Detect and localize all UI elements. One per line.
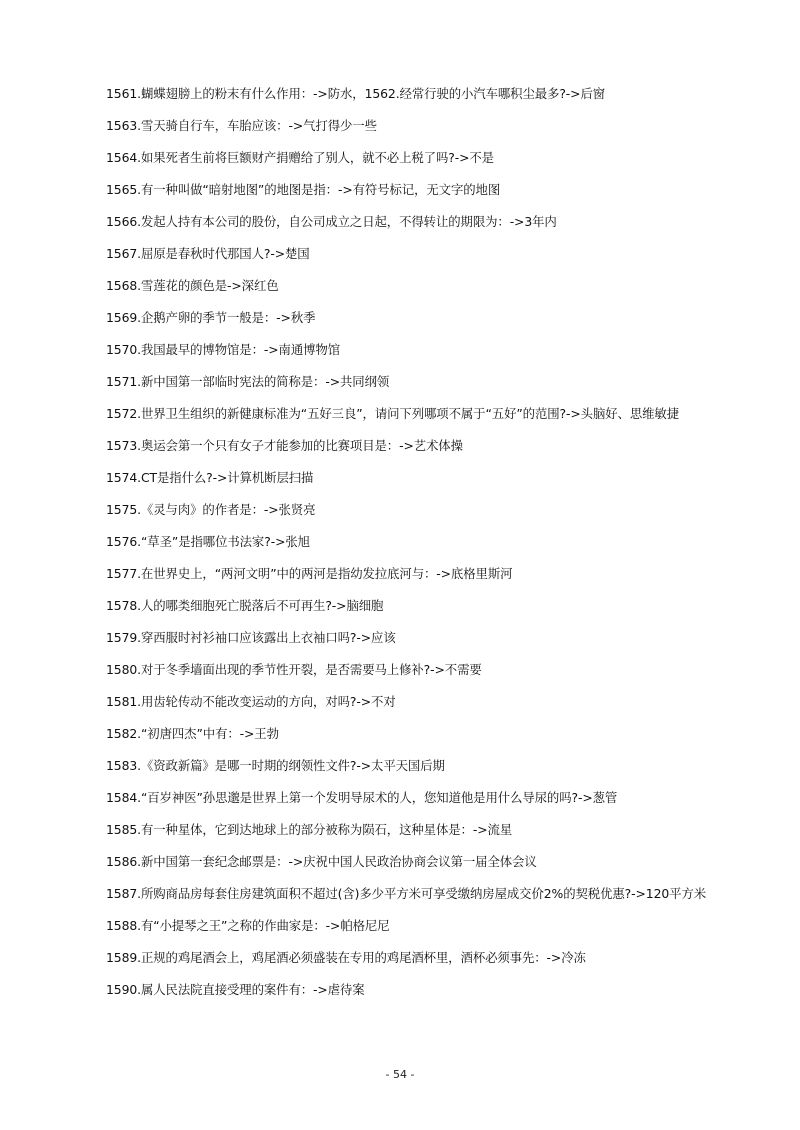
list-item: 1563.雪天骑自行车，车胎应该：->气打得少一些 — [106, 118, 377, 133]
list-item: 1569.企鹅产卵的季节一般是：->秋季 — [106, 310, 316, 325]
list-item: 1578.人的哪类细胞死亡脱落后不可再生?->脑细胞 — [106, 598, 384, 613]
list-item: 1571.新中国第一部临时宪法的简称是：->共同纲领 — [106, 374, 390, 389]
list-item: 1574.CT是指什么?->计算机断层扫描 — [106, 470, 314, 485]
list-item: 1590.属人民法院直接受理的案件有：->虐待案 — [106, 982, 365, 997]
list-item: 1585.有一种星体，它到达地球上的部分被称为陨石，这种星体是：->流星 — [106, 822, 513, 837]
list-item: 1582.“初唐四杰”中有：->王勃 — [106, 726, 279, 741]
list-item: 1576.“草圣”是指哪位书法家?->张旭 — [106, 534, 310, 549]
list-item: 1589.正规的鸡尾酒会上，鸡尾酒必须盛装在专用的鸡尾酒杯里，酒杯必须事先：->冷冻 — [106, 950, 586, 965]
list-item: 1561.蝴蝶翅膀上的粉末有什么作用：->防水，1562.经常行驶的小汽车哪积尘最多?->后窗 — [106, 86, 606, 101]
list-item: 1573.奥运会第一个只有女子才能参加的比赛项目是：->艺术体操 — [106, 438, 463, 453]
list-item: 1581.用齿轮传动不能改变运动的方向，对吗?->不对 — [106, 694, 396, 709]
page-number: - 54 - — [385, 1068, 415, 1081]
list-item: 1575.《灵与肉》的作者是：->张贤亮 — [106, 502, 316, 517]
list-item: 1583.《资政新篇》是哪一时期的纲领性文件?->太平天国后期 — [106, 758, 445, 773]
list-item: 1567.屈原是春秋时代那国人?->楚国 — [106, 246, 310, 261]
list-item: 1580.对于冬季墙面出现的季节性开裂，是否需要马上修补?->不需要 — [106, 662, 482, 677]
list-item: 1588.有“小提琴之王”之称的作曲家是：->帕格尼尼 — [106, 918, 390, 933]
list-item: 1586.新中国第一套纪念邮票是：->庆祝中国人民政治协商会议第一届全体会议 — [106, 854, 537, 869]
list-item: 1568.雪莲花的颜色是->深红色 — [106, 278, 279, 293]
question-list — [78, 78, 730, 1006]
list-item: 1564.如果死者生前将巨额财产捐赠给了别人，就不必上税了吗?->不是 — [106, 150, 494, 165]
list-item: 1579.穿西服时衬衫袖口应该露出上衣袖口吗?->应该 — [106, 630, 396, 645]
list-item: 1572.世界卫生组织的新健康标准为“五好三良”，请问下列哪项不属于“五好”的范围?->头脑好、思维敏捷 — [106, 406, 680, 421]
list-item: 1566.发起人持有本公司的股份，自公司成立之日起，不得转让的期限为：->3年内 — [106, 214, 557, 229]
list-item: 1587.所购商品房每套住房建筑面积不超过(含)多少平方米可享受缴纳房屋成交价2%的契税优惠?->120平方米 — [106, 886, 707, 901]
list-item: 1565.有一种叫做“暗射地图”的地图是指：->有符号标记，无文字的地图 — [106, 182, 501, 197]
list-item: 1570.我国最早的博物馆是：->南通博物馆 — [106, 342, 340, 357]
list-item: 1577.在世界史上，“两河文明”中的两河是指幼发拉底河与：->底格里斯河 — [106, 566, 513, 581]
list-item: 1584.“百岁神医”孙思邈是世界上第一个发明导尿术的人，您知道他是用什么导尿的吗?->葱管 — [106, 790, 618, 805]
